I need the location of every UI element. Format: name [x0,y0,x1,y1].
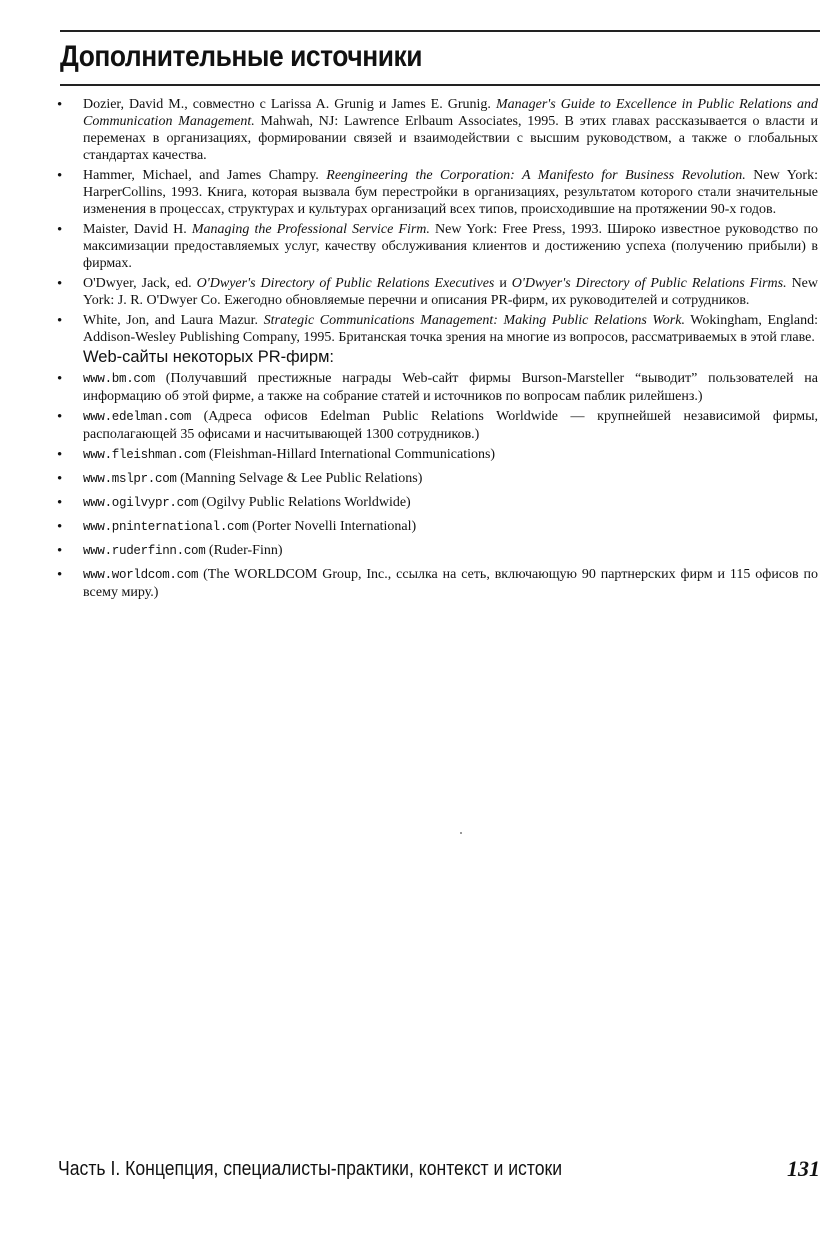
website-url: www.fleishman.com [83,448,206,462]
bullet-dot-icon: • [57,168,63,184]
list-item: • www.bm.com (Получавший престижные награды Web-сайт фирмы Burson-Marsteller “выводит” пользователей на информацию об этой фирме, а также на собрание статей и источников по вопросам паблик рилейшенз.) [57,371,818,404]
bullet-dot-icon: • [57,447,63,463]
list-item: • Dozier, David M., совместно с Larissa A. Grunig и James E. Grunig. Manager's Guide to Excellence in Public Relations and Communication Management. Mahwah, NJ: Lawrence Erlbaum Associates, 1995. В этих главах рассказывается о власти и переменах в организациях, формировании связей и взаимодействии с высшим руководством, а также о глобальных стандартах качества. [57,97,819,163]
page-footer [58,1158,820,1184]
website-url: www.bm.com [83,372,156,386]
bullet-dot-icon: • [57,313,63,329]
list-item: • www.fleishman.com (Fleishman-Hillard International Communications) [57,447,496,463]
website-url: www.pninternational.com [83,520,249,534]
book-title: O'Dwyer's Directory of Public Relations Firms. [511,276,787,291]
bullet-dot-icon: • [57,567,63,583]
bullet-dot-icon: • [57,471,63,487]
bullet-dot-icon: • [57,519,63,535]
top-rule [60,30,820,32]
reference-list [57,96,819,346]
book-title: Reengineering the Corporation: A Manifesto for Business Revolution. [326,168,746,183]
bullet-dot-icon: • [57,276,63,292]
list-item: • Maister, David H. Managing the Professional Service Firm. New York: Free Press, 1993. Широко известное руководство по максимизации предоставляемых услуг, качеству обслуживания клиентов и достижению успеха (получению прибыли) в фирмах. [57,222,818,271]
list-item: • www.edelman.com (Адреса офисов Edelman Public Relations Worldwide — крупнейшей независимой фирмы, располагающей 35 офисами и насчитывающей 1300 сотрудников.) [57,409,818,442]
book-title: O'Dwyer's Directory of Public Relations Executives [196,276,495,291]
list-item: • Hammer, Michael, and James Champy. Reengineering the Corporation: A Manifesto for Business Revolution. New York: HarperCollins, 1993. Книга, которая вызвала бум перестройки в организациях, результатом которого стали значительные изменения в процессах, структурах и культурах организаций всех типов, происходившие на протяжении 90-х годов. [57,168,818,217]
title-rule [60,84,820,86]
bullet-dot-icon: • [57,222,63,238]
website-url: www.worldcom.com [83,568,199,582]
bullet-dot-icon: • [57,409,63,425]
page-number: 131 [787,1156,820,1181]
page-title: Дополнительные источники [60,40,423,73]
list-item: • www.pninternational.com (Porter Novelli International) [57,519,417,535]
website-url: www.ogilvypr.com [83,496,199,510]
bullet-dot-icon: • [57,97,63,113]
footer-running-title: Часть I. Концепция, специалисты-практики, контекст и истоки [58,1158,563,1180]
list-item: • www.mslpr.com (Manning Selvage & Lee Public Relations) [57,471,423,487]
list-item: • O'Dwyer, Jack, ed. O'Dwyer's Directory of Public Relations Executives и O'Dwyer's Directory of Public Relations Firms. New York: J. R. O'Dwyer Co. Ежегодно обновляемые перечни и описания PR-фирм, их руководителей и сотрудников. [57,276,818,308]
list-item: • White, Jon, and Laura Mazur. Strategic Communications Management: Making Public Relations Work. Wokingham, England: Addison-Wesley Publishing Company, 1995. Британская точка зрения на многие из вопросов, рассматриваемых в этой главе. [57,313,818,345]
content [57,96,819,604]
bullet-dot-icon: • [57,495,63,511]
book-title: Manager's Guide to Excellence in Public Relations and Communication Management. [83,97,818,129]
websites-heading: Web-сайты некоторых PR-фирм: [83,348,335,366]
website-url: www.mslpr.com [83,472,177,486]
bullet-dot-icon: • [57,543,63,559]
list-item: • www.ogilvypr.com (Ogilvy Public Relations Worldwide) [57,495,411,511]
website-list [57,370,818,601]
list-item: • www.ruderfinn.com (Ruder-Finn) [57,543,283,559]
bullet-dot-icon: • [57,371,63,387]
website-url: www.edelman.com [83,410,192,424]
list-item: • www.worldcom.com (The WORLDCOM Group, Inc., ссылка на сеть, включающую 90 партнерских фирм и 115 офисов по всему миру.) [57,567,818,600]
book-title: Strategic Communications Management: Making Public Relations Work. [263,313,685,328]
website-url: www.ruderfinn.com [83,544,206,558]
scan-speck [460,832,462,834]
book-title: Managing the Professional Service Firm. [191,222,430,237]
